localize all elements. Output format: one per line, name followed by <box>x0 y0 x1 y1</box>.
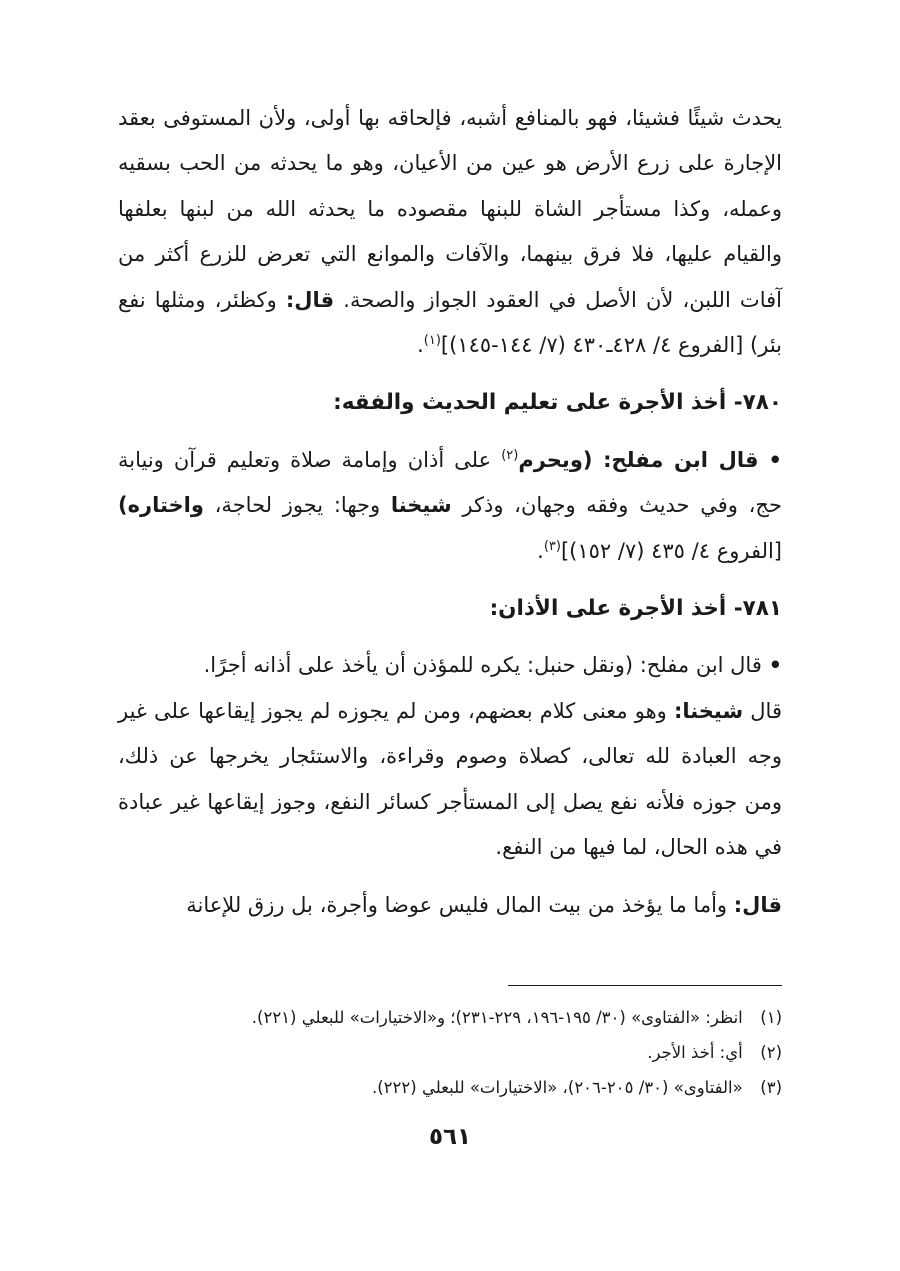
footnote-ref-2: (٢) <box>501 447 519 463</box>
footnote-ref-3: (٣) <box>543 538 561 554</box>
section-heading-780: ٧٨٠- أخذ الأجرة على تعليم الحديث والفقه: <box>333 390 782 416</box>
footnotes <box>118 1000 782 1105</box>
paragraph-2: • قال ابن مفلح: (ويحرم$^{(٢)}$ على أذان وإمامة صلاة وتعليم قرآن ونيابة حج، وفي حديث وفقه وجهان، وذكر شيخنا وجها: يجوز لحاجة، واختاره) [الفروع ٤/ ٤٣٥ (٧/ ١٥٢)]$^{(٣)}$. <box>118 447 782 563</box>
footnote-ref-1: (١) <box>423 333 441 349</box>
footnote-3: (٣) «الفتاوى» (٣٠/ ٢٠٥-٢٠٦)، «الاختيارات» للبعلي (٢٢٢). <box>371 1078 782 1097</box>
page-number: ٥٦١ <box>428 1124 472 1150</box>
footnote-divider <box>508 985 782 986</box>
paragraph-4: قال: وأما ما يؤخذ من بيت المال فليس عوضا وأجرة، بل رزق للإعانة <box>186 892 782 917</box>
bullet-icon: • <box>768 447 782 472</box>
bullet-icon: • <box>768 653 782 678</box>
paragraph-1: يحدث شيئًا فشيئا، فهو بالمنافع أشبه، فإلحاقه بها أولى، ولأن المستوفى بعقد الإجارة على زرع الأرض هو عين من الأعيان، وهو ما يحدثه من الحب بسقيه وعمله، وكذا مستأجر الشاة للبنها مقصوده ما يحدثه الله من لبنها بعلفها والقيام عليها، فلا فرق بينهما، والآفات والموانع التي تعرض للزرع أكثر من آفات اللبن، لأن الأصل في العقود الجواز والصحة. قال: وكظئر، ومثلها نفع بئر) [الفروع ٤/ ٤٢٨ـ٤٣٠ (٧/ ١٤٤-١٤٥)]$^{(١)}$. <box>118 106 782 358</box>
footnote-1: (١) انظر: «الفتاوى» (٣٠/ ١٩٥-١٩٦، ٢٢٩-٢٣١)؛ و«الاختيارات» للبعلي (٢٢١). <box>251 1008 782 1027</box>
footnote-2: (٢) أي: أخذ الأجر. <box>647 1043 782 1062</box>
paragraph-3: • قال ابن مفلح: (ونقل حنبل: يكره للمؤذن أن يأخذ على أذانه أجرًا. قال شيخنا: وهو معنى كلام بعضهم، ومن لم يجوزه لم يجوز إيقاعها على غير وجه العبادة لله تعالى، كصلاة وصوم وقراءة، والاستئجار يخرجها عن ذلك، ومن جوزه فلأنه نفع يصل إلى المستأجر كسائر النفع، وجوز إيقاعها غير عبادة في هذه الحال، لما فيها من النفع. <box>118 653 782 860</box>
main-text <box>118 96 782 928</box>
qal-label: قال: <box>285 287 335 312</box>
section-heading-781: ٧٨١- أخذ الأجرة على الأذان: <box>489 596 782 622</box>
